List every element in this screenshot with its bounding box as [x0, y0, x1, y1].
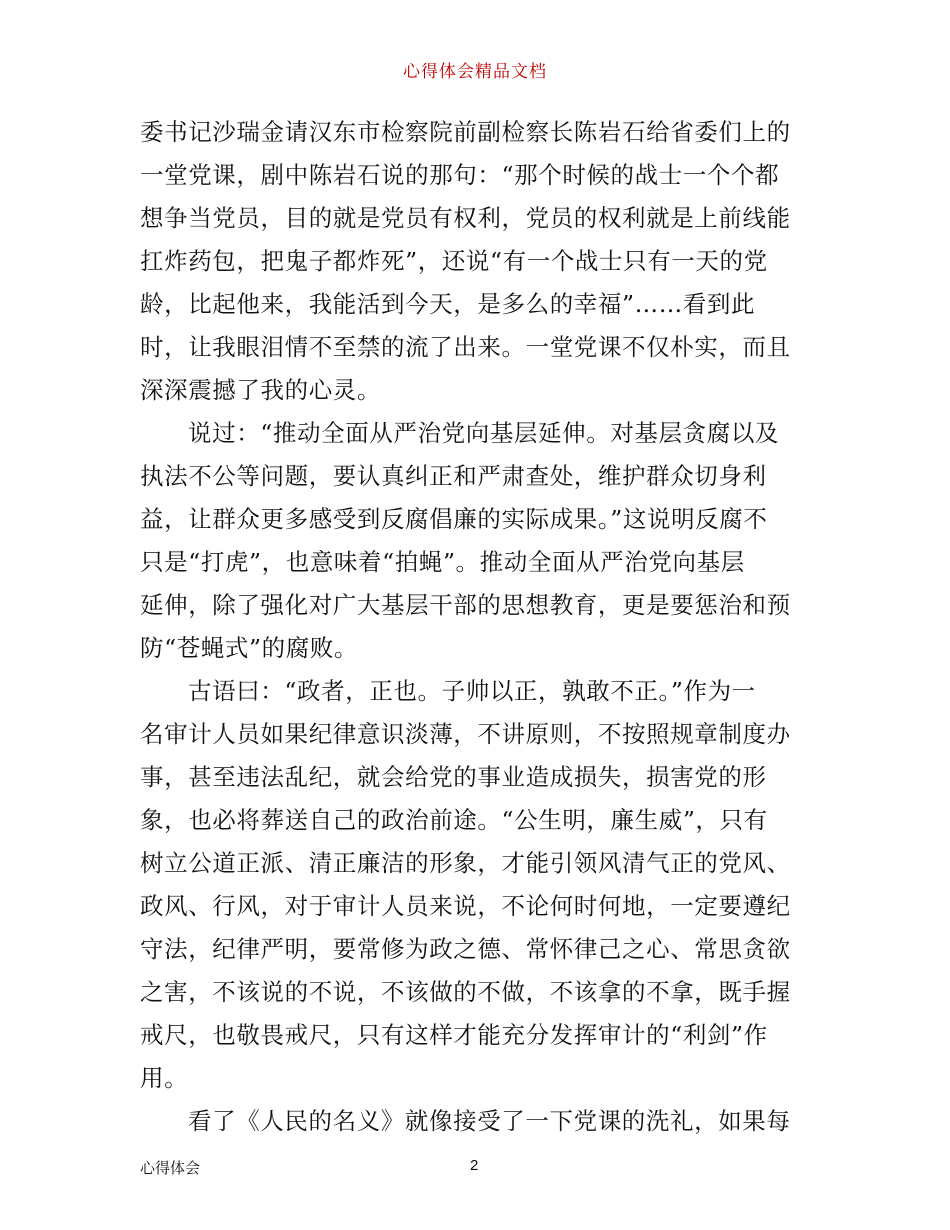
- page-header-title: 心得体会精品文档: [403, 62, 547, 82]
- text-line: 深深震撼了我的心灵。: [140, 376, 381, 404]
- text-line: 扛炸药包，把鬼子都炸死”，还说“有一个战士只有一天的党: [140, 247, 768, 275]
- text-line: 防“苍蝇式”的腐败。: [140, 634, 359, 662]
- text-line: 戒尺，也敬畏戒尺，只有这样才能充分发挥审计的“利剑”作: [140, 1021, 768, 1049]
- text-line: 说过：“推动全面从严治党向基层延伸。对基层贪腐以及: [188, 419, 780, 447]
- text-line: 守法，纪律严明，要常修为政之德、常怀律己之心、常思贪欲: [140, 935, 791, 963]
- page-footer-label: 心得体会: [140, 1159, 201, 1177]
- text-line: 只是“打虎”，也意味着“拍蝇”。推动全面从严治党向基层: [140, 548, 745, 576]
- text-line: 之害，不该说的不说，不该做的不做，不该拿的不拿，既手握: [140, 978, 791, 1006]
- text-line: 事，甚至违法乱纪，就会给党的事业造成损失，损害党的形: [140, 763, 767, 791]
- text-line: 看了《人民的名义》就像接受了一下党课的洗礼，如果每: [188, 1107, 791, 1135]
- text-line: 委书记沙瑞金请汉东市检察院前副检察长陈岩石给省委们上的: [140, 118, 791, 146]
- text-line: 用。: [140, 1064, 189, 1092]
- text-line: 执法不公等问题，要认真纠正和严肃查处，维护群众切身利: [140, 462, 767, 490]
- text-line: 树立公道正派、清正廉洁的形象，才能引领风清气正的党风、: [140, 849, 791, 877]
- text-line: 名审计人员如果纪律意识淡薄，不讲原则，不按照规章制度办: [140, 720, 791, 748]
- text-line: 象，也必将葬送自己的政治前途。“公生明，廉生威”，只有: [140, 806, 768, 834]
- document-body: [140, 111, 812, 1143]
- text-line: 延伸，除了强化对广大基层干部的思想教育，更是要惩治和预: [140, 591, 791, 619]
- text-line: 时，让我眼泪情不至禁的流了出来。一堂党课不仅朴实，而且: [140, 333, 791, 361]
- text-line: 想争当党员，目的就是党员有权利，党员的权利就是上前线能: [140, 204, 791, 232]
- text-line: 龄，比起他来，我能活到今天，是多么的幸福”……看到此: [140, 290, 756, 318]
- page-number: 2: [470, 1157, 479, 1174]
- text-line: 益，让群众更多感受到反腐倡廉的实际成果。”这说明反腐不: [140, 505, 768, 533]
- text-line: 政风、行风，对于审计人员来说，不论何时何地，一定要遵纪: [140, 892, 791, 920]
- text-line: 一堂党课，剧中陈岩石说的那句：“那个时候的战士一个个都: [140, 161, 780, 189]
- text-line: 古语曰：“政者，正也。子帅以正，孰敢不正。”作为一: [188, 677, 756, 705]
